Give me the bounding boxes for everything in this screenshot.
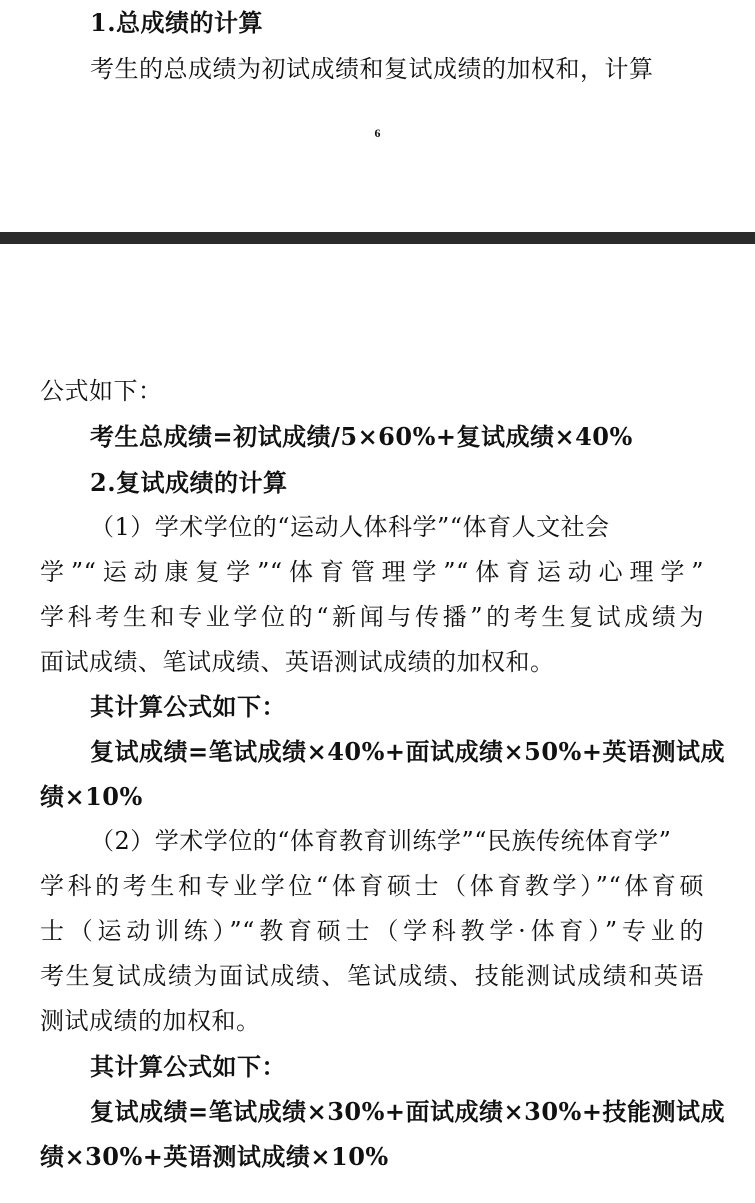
page-number: 6 [374, 126, 381, 140]
page-7 [0, 244, 755, 1203]
paragraph-line: 测试成绩的加权和。 [40, 1007, 261, 1035]
formula-retest-score-1: 复试成绩=笔试成绩×40%+面试成绩×50%+英语测试成 [90, 737, 725, 766]
paragraph-line: 学”“运动康复学”“体育管理学”“体育运动心理学” [40, 558, 704, 586]
paragraph-line: 考生的总成绩为初试成绩和复试成绩的加权和，计算 [90, 55, 654, 83]
paragraph-line: 考生复试成绩为面试成绩、笔试成绩、技能测试成绩和英语 [40, 962, 704, 990]
section-heading-retest-score: 2.复试成绩的计算 [90, 468, 288, 497]
paragraph-line: 士（运动训练）”“教育硕士（学科教学·体育）”专业的 [40, 917, 704, 945]
formula-retest-score-1-cont: 绩×10% [40, 782, 143, 811]
paragraph-line: （2）学术学位的“体育教育训练学”“民族传统体育学” [90, 827, 672, 855]
paragraph-line: 面试成绩、笔试成绩、英语测试成绩的加权和。 [40, 648, 555, 676]
paragraph-line: 学科考生和专业学位的“新闻与传播”的考生复试成绩为 [40, 603, 704, 631]
section-heading-total-score: 1.总成绩的计算 [90, 8, 264, 37]
formula-intro-label: 其计算公式如下： [90, 1052, 286, 1081]
paragraph-line: 公式如下： [40, 377, 163, 405]
formula-retest-score-2-cont: 绩×30%+英语测试成绩×10% [40, 1142, 389, 1171]
formula-intro-label: 其计算公式如下： [90, 692, 286, 721]
formula-total-score: 考生总成绩=初试成绩/5×60%+复试成绩×40% [90, 422, 633, 451]
formula-retest-score-2: 复试成绩=笔试成绩×30%+面试成绩×30%+技能测试成 [90, 1097, 725, 1126]
page-6 [0, 0, 755, 232]
paragraph-line: 学科的考生和专业学位“体育硕士（体育教学）”“体育硕 [40, 872, 704, 900]
page-break-divider [0, 232, 755, 244]
paragraph-line: （1）学术学位的“运动人体科学”“体育人文社会 [90, 513, 610, 541]
